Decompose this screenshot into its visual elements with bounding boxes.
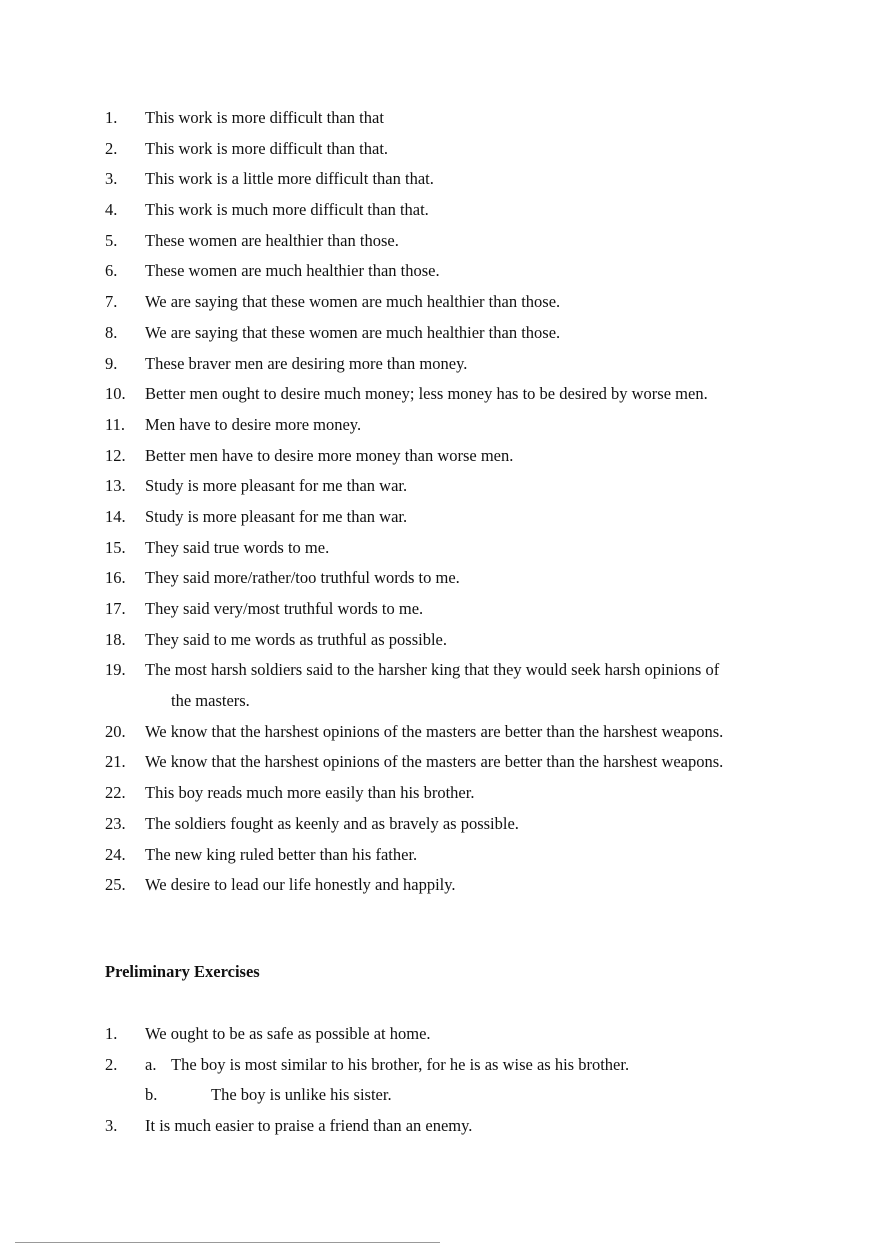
list-item [105,1111,805,1142]
item-text: This boy reads much more easily than his brother. [145,783,475,803]
item-number: 17. [105,599,126,618]
list-item [105,410,805,441]
list-item [105,471,805,502]
item-number: 12. [105,445,126,465]
item-number: 2. [105,1054,118,1074]
list-item [105,349,805,380]
list-item [105,1080,805,1111]
item-text: It is much easier to praise a friend than an enemy. [145,1116,473,1136]
item-text: They said very/most truthful words to me. [145,599,424,618]
item-number: 4. [105,200,118,220]
item-number: 21. [105,752,126,772]
item-text: We ought to be as safe as possible at home. [145,1024,431,1043]
list-item [105,195,805,226]
item-number: 25. [105,875,126,895]
item-number: 1. [105,108,118,127]
preliminary-exercise-list [105,1019,805,1142]
item-number: 23. [105,813,126,833]
item-number: 24. [105,844,126,864]
item-text: The boy is unlike his sister. [211,1085,392,1105]
item-text-wrapper [145,655,805,716]
list-item [105,134,805,165]
list-item [105,778,805,809]
item-text: They said true words to me. [145,537,330,557]
item-text: This work is a little more difficult than that. [145,169,434,189]
list-item [105,747,805,778]
item-number: 8. [105,322,118,342]
item-text: Study is more pleasant for me than war. [145,476,408,496]
item-text: The boy is most similar to his brother, for he is as wise as his brother. [171,1054,630,1074]
item-text-continuation: the masters. [171,691,250,711]
item-number: 7. [105,292,118,312]
item-text: The new king ruled better than his father. [145,844,418,864]
sub-item-label: a. [145,1054,157,1074]
list-item [105,502,805,533]
list-item [105,594,805,625]
item-number: 1. [105,1024,118,1043]
item-text-wrapper [145,1080,805,1111]
list-item [105,256,805,287]
list-item [105,809,805,840]
list-item [105,533,805,564]
item-text: The soldiers fought as keenly and as bravely as possible. [145,813,519,833]
item-number: 20. [105,721,126,741]
item-number: 11. [105,414,126,434]
item-text: We know that the harshest opinions of the masters are better than the harshest weapons. [145,721,724,741]
list-item [105,563,805,594]
item-number: 6. [105,261,118,281]
item-number: 15. [105,537,126,557]
item-number: 9. [105,353,118,373]
list-item [105,318,805,349]
list-item [105,870,805,901]
item-number: 3. [105,169,118,189]
item-number: 13. [105,476,126,496]
list-item [105,226,805,257]
item-text: Better men ought to desire much money; less money has to be desired by worse men. [145,384,708,404]
item-text: They said more/rather/too truthful words to me. [145,568,460,588]
item-number [105,1080,145,1111]
list-item [105,379,805,410]
item-number: 14. [105,506,126,526]
footnote-divider [15,1242,440,1243]
list-item [105,287,805,318]
item-number: 18. [105,629,126,649]
list-item [105,164,805,195]
list-item [105,655,805,716]
item-text: They said to me words as truthful as possible. [145,629,447,649]
list-item [105,1019,805,1050]
item-text: This work is more difficult than that [145,108,384,127]
item-text: This work is much more difficult than that. [145,200,429,220]
item-text: Study is more pleasant for me than war. [145,506,408,526]
item-text: These women are much healthier than those. [145,261,440,281]
item-number: 5. [105,230,118,250]
item-text: These women are healthier than those. [145,230,399,250]
item-number: 10. [105,384,126,404]
item-text: These braver men are desiring more than money. [145,353,468,373]
item-text-wrapper [145,1050,805,1081]
item-text: We desire to lead our life honestly and happily. [145,875,456,895]
item-text: We are saying that these women are much healthier than those. [145,292,561,312]
item-text: Men have to desire more money. [145,414,362,434]
list-item [105,441,805,472]
list-item [105,717,805,748]
list-item [105,103,805,134]
list-item [105,1050,805,1081]
section-heading: Preliminary Exercises [105,962,260,981]
item-text: This work is more difficult than that. [145,138,389,158]
item-number: 2. [105,138,118,158]
item-text: Better men have to desire more money than worse men. [145,445,514,465]
item-number: 19. [105,660,126,680]
item-number: 22. [105,783,126,803]
item-text: The most harsh soldiers said to the harsher king that they would seek harsh opinions of [145,660,720,680]
item-text: We are saying that these women are much healthier than those. [145,322,561,342]
item-number: 16. [105,568,126,588]
answer-list [105,103,805,901]
item-number: 3. [105,1116,118,1136]
list-item [105,625,805,656]
sub-item-label: b. [145,1085,158,1105]
list-item [105,840,805,871]
item-text: We know that the harshest opinions of the masters are better than the harshest weapons. [145,752,724,772]
